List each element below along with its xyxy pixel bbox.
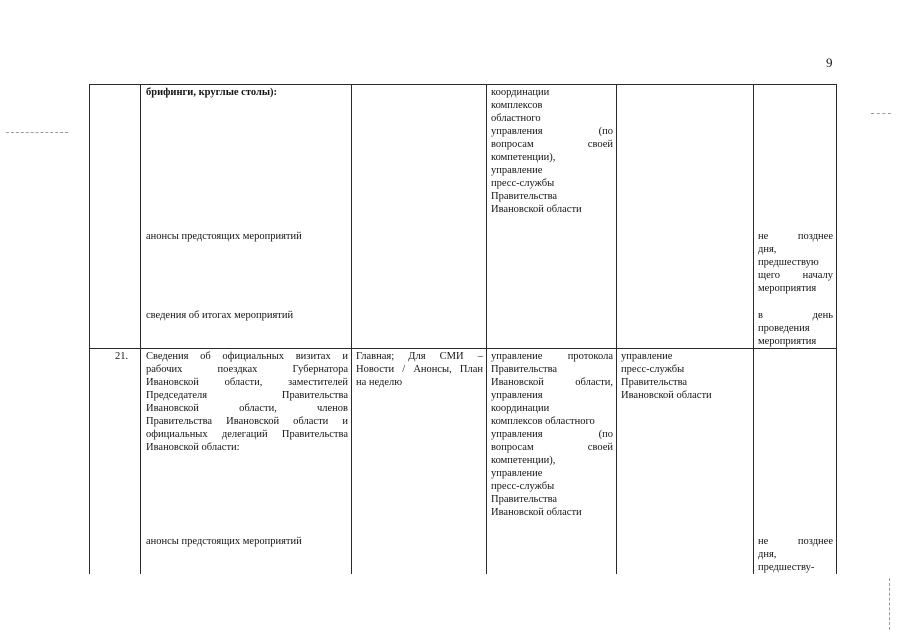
row-top-responsible: координации комплексов областного управления (по вопросам своей компетенции), управление пресс-службы Правительства Ивановской области [491,87,613,215]
column-divider-4 [616,84,617,574]
row-21-announce-deadline: не позднее дня, предшеству- [758,536,833,573]
column-divider-2 [351,84,352,574]
table-border-left [89,84,90,574]
scan-artifact-right [871,113,891,115]
document-table [89,84,837,574]
column-divider-5 [753,84,754,574]
row-21-site-section: Главная; Для СМИ – Новости / Анонсы, План на неделю [356,351,483,388]
page-number: 9 [826,55,833,70]
row-top-announce-deadline: не позднее дня, предшествую щего началу мероприятия [758,231,833,294]
row-21-responsible: управление протокола Правительства Ивановской области, управления координации комплексов областного управления (по вопросам своей компетенции), управление пресс-службы Правительства Ивановской области [491,351,613,518]
row-divider [89,348,837,349]
row-21-description: Сведения об официальных визитах и рабочих поездках Губернатора Ивановской области, заместителей Председателя Правительства Ивановской области, членов Правительства Ивановской области и официальных делегаций Правительства Ивановской области: [146,351,348,453]
column-divider-1 [140,84,141,574]
row-top-description: брифинги, круглые столы): [146,87,278,98]
row-top-results-deadline: в день проведения мероприятия [758,310,833,347]
row-21-announce-label: анонсы предстоящих мероприятий [146,536,302,547]
scan-artifact-left [6,132,68,134]
table-border-top [89,84,837,85]
row-21-publisher: управление пресс-службы Правительства Ивановской области [621,351,712,401]
row-top-announce-label: анонсы предстоящих мероприятий [146,231,302,242]
row-21-number: 21. [115,351,129,362]
scan-artifact-corner [889,578,891,630]
column-divider-3 [486,84,487,574]
table-border-right [836,84,837,574]
row-top-results-label: сведения об итогах мероприятий [146,310,294,321]
